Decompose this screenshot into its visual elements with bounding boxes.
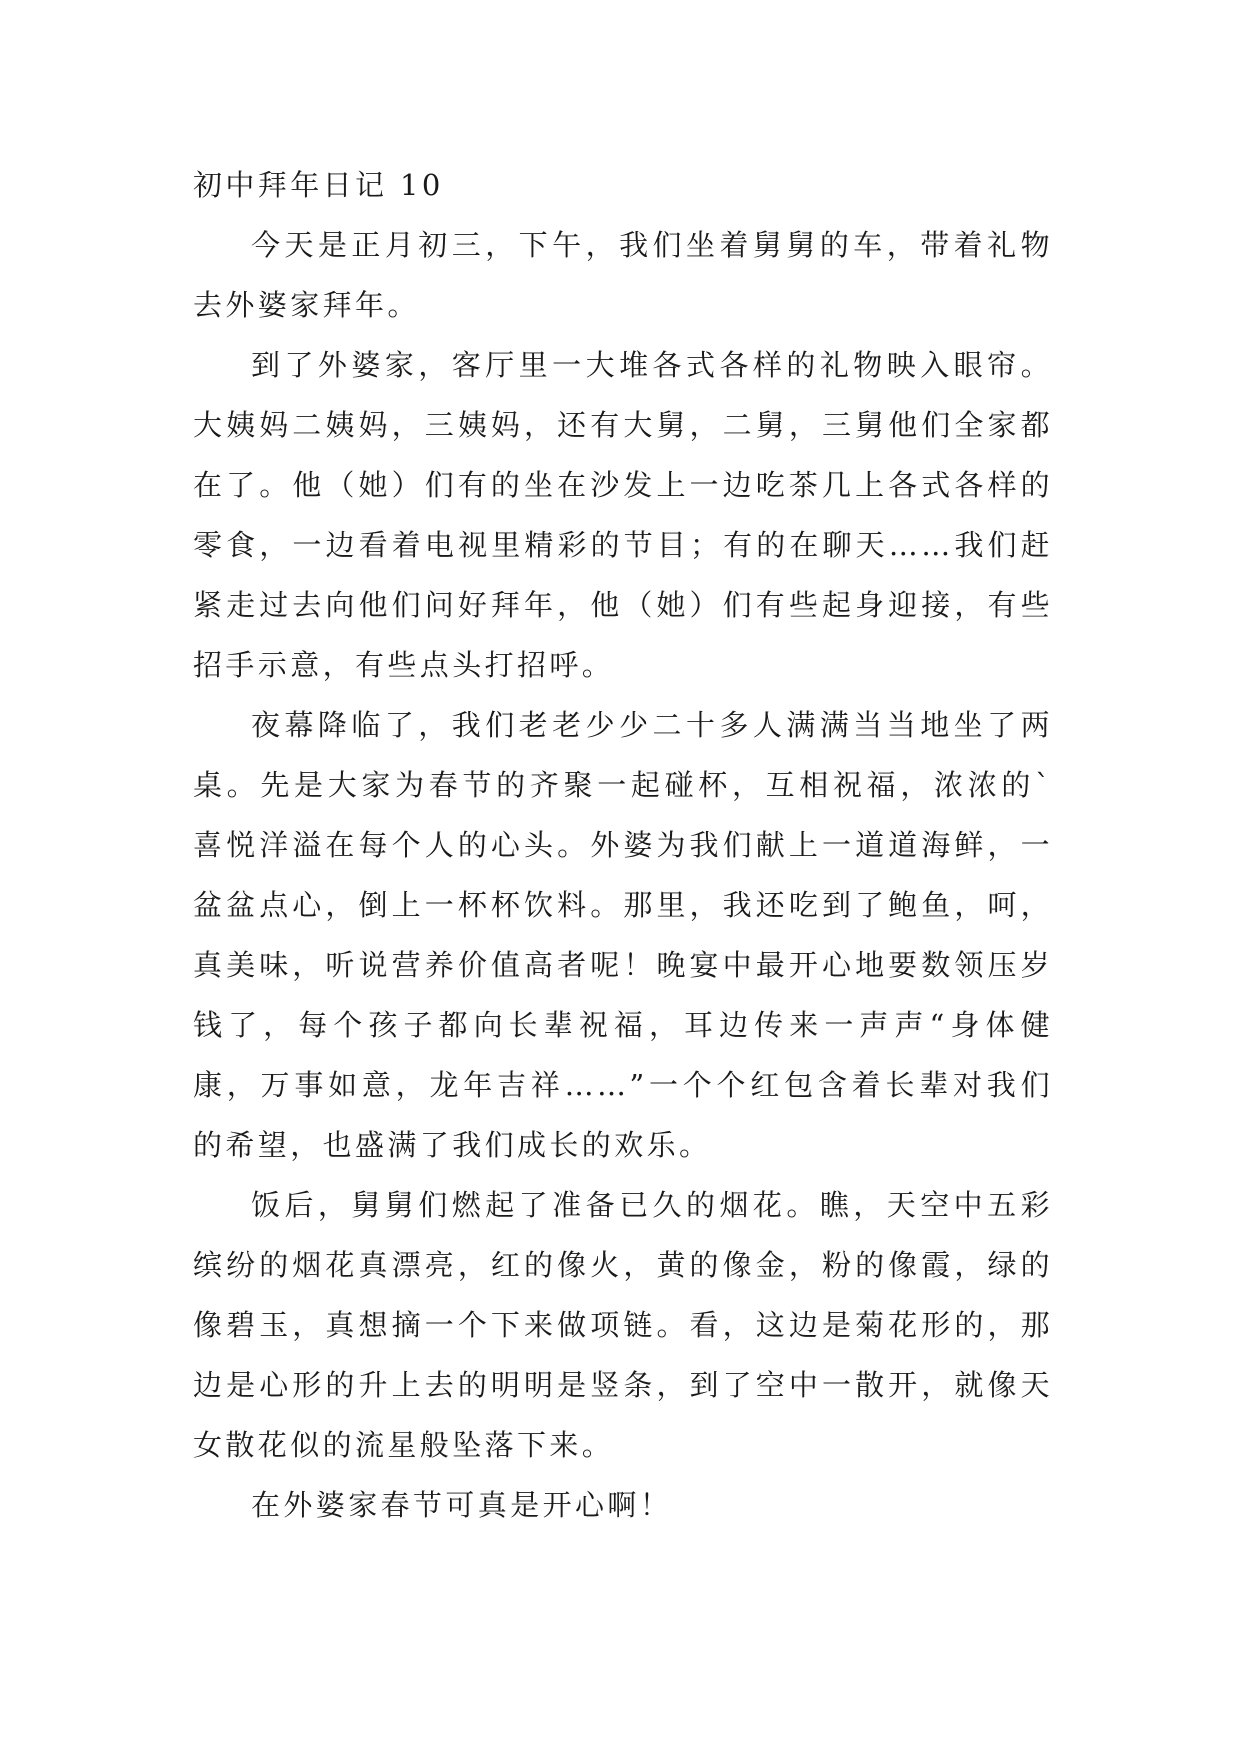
- paragraph-visit-intro: 今天是正月初三，下午，我们坐着舅舅的车，带着礼物去外婆家拜年。: [193, 228, 1053, 322]
- paragraph-living-room: 到了外婆家，客厅里一大堆各式各样的礼物映入眼帘。大姨妈二姨妈，三姨妈，还有大舅，二舅，三舅他们全家都在了。他（她）们有的坐在沙发上一边吃茶几上各式各样的零食，一边看着电视里精彩的节目；有的在聊天……我们赶紧走过去向他们问好拜年，他（她）们有些起身迎接，有些招手示意，有些点头打招呼。: [193, 348, 1053, 682]
- document-title: 初中拜年日记 10: [193, 168, 444, 202]
- paragraph-conclusion: 在外婆家春节可真是开心啊！: [251, 1488, 673, 1522]
- document-body: [193, 155, 1053, 1535]
- paragraph-fireworks: 饭后，舅舅们燃起了准备已久的烟花。瞧，天空中五彩缤纷的烟花真漂亮，红的像火，黄的像金，粉的像霞，绿的像碧玉，真想摘一个下来做项链。看，这边是菊花形的，那边是心形的升上去的明明是竖条，到了空中一散开，就像天女散花似的流星般坠落下来。: [193, 1188, 1053, 1462]
- paragraph-dinner: 夜幕降临了，我们老老少少二十多人满满当当地坐了两桌。先是大家为春节的齐聚一起碰杯，互相祝福，浓浓的`喜悦洋溢在每个人的心头。外婆为我们献上一道道海鲜，一盆盆点心，倒上一杯杯饮料。那里，我还吃到了鲍鱼，呵，真美味，听说营养价值高者呢！晚宴中最开心地要数领压岁钱了，每个孩子都向长辈祝福，耳边传来一声声“身体健康，万事如意，龙年吉祥……”一个个红包含着长辈对我们的希望，也盛满了我们成长的欢乐。: [193, 708, 1053, 1162]
